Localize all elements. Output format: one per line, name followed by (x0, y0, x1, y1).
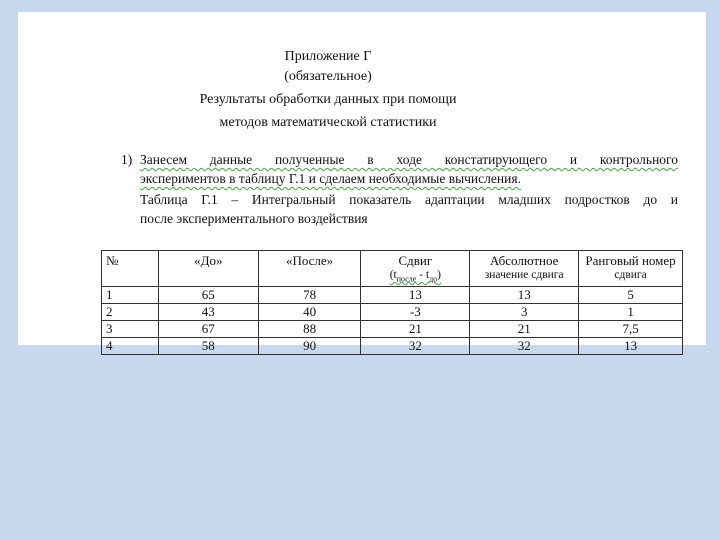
cell-before: 58 (158, 338, 258, 355)
header-after: «После» (258, 251, 361, 287)
cell-shift: 32 (361, 338, 470, 355)
appendix-status: (обязательное) (284, 69, 372, 84)
cell-abs: 21 (470, 321, 579, 338)
appendix-title: Приложение Г (284, 49, 372, 64)
cell-before: 43 (158, 304, 258, 321)
table-row (102, 287, 683, 304)
section-heading-line1: Результаты обработки данных при помощи (199, 92, 457, 107)
list-item-number: 1) (121, 152, 133, 167)
cell-after: 90 (258, 338, 361, 355)
cell-abs: 3 (470, 304, 579, 321)
cell-before: 67 (158, 321, 258, 338)
table-row (102, 338, 683, 355)
cell-rank: 5 (579, 287, 683, 304)
header-abs (470, 251, 579, 287)
cell-after: 88 (258, 321, 361, 338)
cell-shift: 13 (361, 287, 470, 304)
table-caption-line1: Таблица Г.1 – Интегральный показатель адаптации младших подростков до и (140, 192, 678, 207)
cell-rank: 13 (579, 338, 683, 355)
results-table (101, 250, 683, 355)
header-shift (361, 251, 470, 287)
document-page (18, 12, 706, 354)
cell-after: 78 (258, 287, 361, 304)
cell-shift: 21 (361, 321, 470, 338)
header-abs-line1: Абсолютное (489, 253, 559, 268)
table-row (102, 304, 683, 321)
cell-rank: 7,5 (579, 321, 683, 338)
header-shift-label: Сдвиг (398, 253, 433, 268)
header-shift-formula (363, 268, 467, 286)
cell-num: 1 (102, 287, 159, 304)
cell-shift: -3 (361, 304, 470, 321)
item-text-line1: Занесем данные полученные в ходе констатирующего и контрольного (140, 152, 678, 167)
cell-abs: 32 (470, 338, 579, 355)
table-row (102, 321, 683, 338)
cell-abs: 13 (470, 287, 579, 304)
cell-rank: 1 (579, 304, 683, 321)
section-heading-line2: методов математической статистики (219, 115, 437, 130)
item-text-line2: экспериментов в таблицу Г.1 и сделаем необходимые вычисления. (140, 171, 521, 186)
header-before: «До» (158, 251, 258, 287)
cell-num: 4 (102, 338, 159, 355)
header-rank (579, 251, 683, 287)
header-rank-line2: сдвига (614, 269, 647, 281)
cell-num: 3 (102, 321, 159, 338)
header-rank-line1: Ранговый номер (585, 253, 676, 268)
table-caption-line2: после экспериментального воздействия (140, 211, 368, 226)
header-abs-line2: значение сдвига (484, 269, 564, 281)
cell-num: 2 (102, 304, 159, 321)
header-num: № (102, 251, 159, 287)
table-header-row (102, 251, 683, 287)
cell-before: 65 (158, 287, 258, 304)
cell-after: 40 (258, 304, 361, 321)
header-shift-formula-text: $(t_{после} - t_{до})$ (389, 269, 442, 284)
